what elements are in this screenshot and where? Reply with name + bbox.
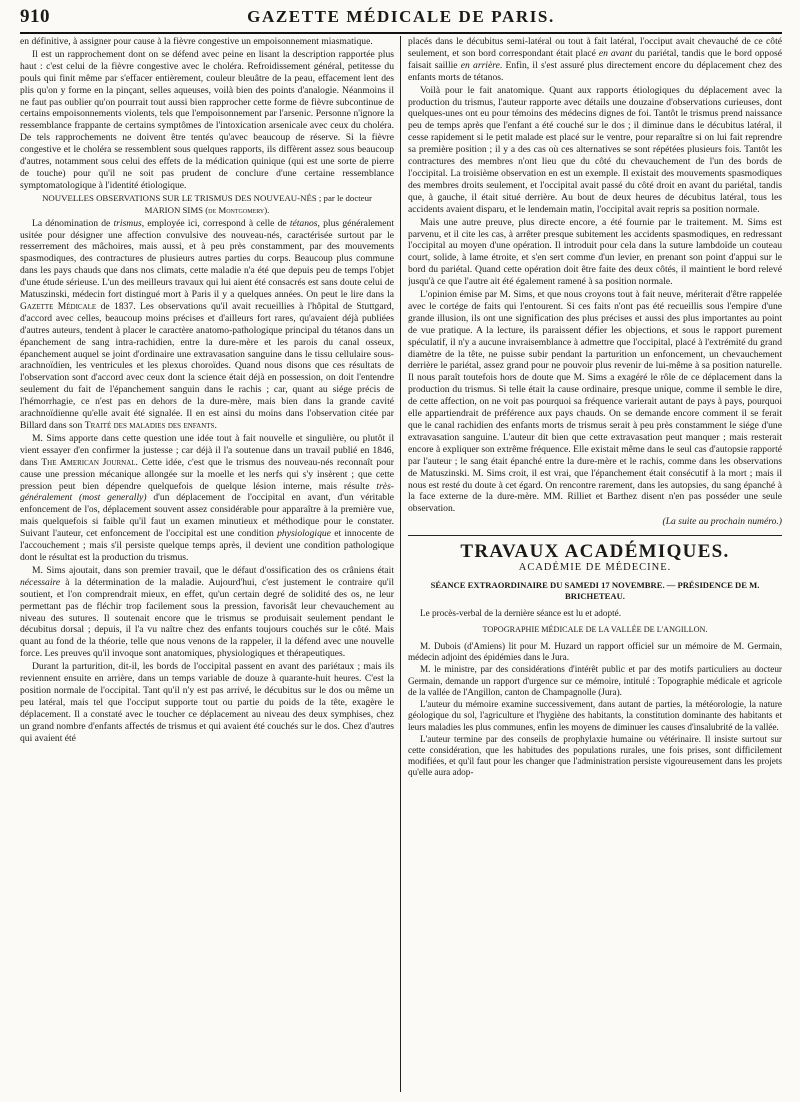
paragraph: L'auteur du mémoire examine successivement, dans autant de parties, la météorologie, la nature géologique du sol, l'agriculture et l'hygiène des habitants, la constitution dominante des habitants et leurs maladies les plus communes, enfin les moyens de diminuer les causes d'insalubrité de la vallée. [408, 699, 782, 732]
text-run: d'un déplacement de l'occipital en avant, d'un véritable enfoncement de l'os, déplacement souvent assez considérable pour apparaître à la première vue, mais quelquefois si faible qu'il faut un examen minutieux et méthodique pour le constater. Suivant l'auteur, cet enfoncement de l'occipital est une condition [20, 492, 394, 540]
paragraph [20, 565, 394, 660]
journal-ref: The American Journal [41, 456, 136, 468]
paragraph [20, 433, 394, 564]
text-run: M. Sims ajoutait, dans son premier travail, que le défaut d'ossification des os crâniens était [32, 564, 394, 576]
right-column [408, 36, 782, 1092]
italic-run: très-généralement (most generally) [20, 480, 394, 504]
paragraph: Il est un rapprochement dont on se défend avec peine en lisant la description rapportée plus haut : c'est celui de la fièvre congestive avec le choléra. Refroidissement général, petitesse du pouls qui finit même par s'effacer entièrement, couleur bleuâtre de la peau, effacement lent des plis qu'on y forme en la pinçant, selles aqueuses, voilà bien des points d'analogie. Néanmoins il ne faut pas oublier qu'on pourrait tout aussi bien rapprocher cette forme de fièvre subcontinue de certains empoisonnements violents, tels que l'empoisonnement par l'arsenic. Personne n'ignore la ressemblance frappante de certains symptômes de l'intoxication arsenicale avec ceux du choléra. De tels rapprochements ne doivent être tentés qu'avec beaucoup de réserve. Si la fièvre congestive et le choléra se ressemblent sous quelques rapports, ils diffèrent assez sous beaucoup d'autres, notamment sous celui des effets de la médication quinique (qui est une sorte de pierre de touche) pour qu'il ne soit pas prudent de conclure d'une certaine ressemblance symptomatologique à l'identité étiologique. [20, 48, 394, 191]
text-run: de 1837. Les observations qu'il avait recueillies à l'hôpital de Stuttgard, d'accord avec celles, beaucoup moins précises et d'ailleurs fort rares, qu'avaient déjà publiées d'autres auteurs, tendent à placer le caractère anatomo-pathologique principal du tétanos dans un épanchement de sang intra-rachidien, entre la dure-mère et les parois du canal osseux, épanchement auquel se joint d'ordinaire une extravasation sanguine dans le tissu cellulaire sous-arachnoïdien, les ventricules et les plexus choroïdes. Quand nous disons que ces résultats de l'observation sont d'accord avec ceux dont la science était déjà en possession, on doit l'entendre seulement du fait de l'épanchement sanguin dans le rachis ; car, quant au siége précis de l'hémorrhagie, ce n'est pas en dehors de la dure-mère, mais bien dans la grande cavité arachnoïdienne qu'elle avait été signalée. Il en est ainsi du moins dans l'observation citée par Billard dans son [20, 300, 394, 431]
text-run: placés dans le décubitus semi-latéral ou tout à fait latéral, l'occiput avait chevauché de ce côté seulement, et son bord correspondant était placé [408, 36, 782, 59]
continuation-text: (La suite au prochain numéro.) [662, 516, 782, 528]
paragraph: en définitive, à assigner pour cause à la fièvre congestive un empoisonnement miasmatique. [20, 36, 373, 47]
left-column [20, 36, 394, 1092]
text-run: . [214, 420, 217, 431]
text-run: . Cette idée, c'est que le trismus des nouveau-nés reconnaît pour cause une pression mécanique allongée sur la moelle et les nerfs qui s'y insèrent ; que cette pression peut bien dépendre quelquefois de quelque lésion interne, mais résulte [20, 456, 394, 492]
continuation-note [408, 516, 782, 528]
section-heading: TRAVAUX ACADÉMIQUES. [460, 541, 730, 563]
text-run: du pariétal, tandis que le bord opposé faisait saillie [408, 47, 782, 71]
session-heading: SÉANCE EXTRAORDINAIRE DU SAMEDI 17 NOVEMBRE. — PRÉSIDENCE DE M. BRICHETEAU. [430, 579, 760, 601]
article-author: MARION SIMS (de Montgomery). [144, 204, 270, 215]
page-number: 910 [20, 6, 50, 27]
minutes-line: Le procès-verbal de la dernière séance est lu et adopté. [420, 607, 621, 618]
paragraph: M. le ministre, par des considérations d'intérêt public et par des motifs particuliers au docteur Germain, demande un rapport d'urgence sur ce mémoire, intitulé : Topographie médicale et agricole de la vallée de l'Angillon, canton de Champagnolle (Jura). [408, 664, 782, 697]
italic-run: nécessaire [20, 576, 61, 588]
column-divider [400, 36, 401, 1092]
paragraph [408, 36, 782, 84]
paragraph: L'auteur termine par des conseils de prophylaxie humaine ou vétérinaire. Il insiste surtout sur cette considération, que les habitudes des populations rurales, une fois prises, sont difficilement modifiées, et qu'il faut pour les changer que l'administration persiste vigoureusement dans les projets qu'elle aura adop- [408, 733, 782, 778]
text-run: , employée ici, correspond à celle de [141, 217, 290, 229]
journal-title: GAZETTE MÉDICALE DE PARIS. [247, 7, 555, 26]
section-divider [408, 535, 782, 536]
paragraph: M. Dubois (d'Amiens) lit pour M. Huzard un rapport officiel sur un mémoire de M. Germain, médecin adjoint des épidémies dans le Jura. [408, 641, 782, 663]
text-run: , plus généralement usitée pour désigner une affection convulsive des nouveau-nés, caractérisée surtout par le resserrement des mâchoires, mais aussi, et à peu près constamment, par des mouvements spasmodiques, des contractures de plusieurs autres parties du corps. Beaucoup plus commune dans les pays chauds que dans nos climats, cette maladie n'a été que depuis peu de temps l'objet d'une étude sérieuse. L'un des meilleurs travaux qui lui aient été consacrés est sans doute celui de Matuszinski, médecin fort distingué mort à Paris il y a quelques années. On peut le lire dans la [20, 217, 394, 301]
paragraph: Durant la parturition, dit-il, les bords de l'occipital passent en avant des pariétaux ; mais ils reviennent ensuite en arrière, dans un temps variable de douze à quarante-huit heures. C'est la position normale de l'occipital. Tant qu'il n'y est pas arrivé, le décubitus sur le dos ou même un peu latéral, mais tel que l'occiput supporte tout ou partie du poids de la tête, exagère le déplacement. Il a constaté avec le toucher ce déplacement au niveau des deux symphises, chez un grand nombre d'enfants affectés de trismus et qui avaient été couchés sur le dos. Chez d'autres qui avaient été [20, 661, 394, 744]
text-run: . Enfin, il s'est assuré plus directement encore du déplacement chez des enfants morts de tétanos. [408, 59, 782, 83]
columns [20, 36, 782, 1092]
paragraph: Mais une autre preuve, plus directe encore, a été fournie par le traitement. M. Sims est parvenu, et il cite les cas, à arrêter presque subitement les accidents spasmodiques, en redressant l'occipital au moyen d'une opération. Il introduit pour cela dans la suture lambdoïde un couteau court, solide, à lame étroite, et s'en sert comme d'un levier, en prenant son point d'appui sur le bord du pariétal. Quand cette opération doit être faite des deux côtés, il maintient le bord relevé jusqu'à ce que l'autre ait été également ramené à sa position normale. [408, 216, 782, 288]
academy-heading: ACADÉMIE DE MÉDECINE. [518, 562, 672, 574]
text-run: et innocente de l'accouchement ; mais s'il persiste quelque temps après, il devient une condition pathologique dont le résultat est la production du trismus. [20, 528, 394, 563]
report-title: TOPOGRAPHIE MÉDICALE DE LA VALLÉE DE L'ANGILLON. [482, 625, 708, 635]
journal-ref: Gazette Médicale [20, 300, 97, 312]
text-run: à la détermination de la maladie. Aujourd'hui, c'est justement le contraire qu'il soutient, et l'on comprendrait mieux, en effet, qu'un certain degré de solidité des os, ne leur permettant pas de fléchir trop facilement sous la pression, favorisât leur chevauchement au niveau des sutures. Il soutenait encore que le trismus se produisait seulement pendant le décubitus dorsal ; depuis, il l'a vu naître chez des enfants toujours couchés sur le côté. Mais quant au fond de la théorie, telle que nous venons de la rappeler, il la défend avec une nouvelle force. Les preuves qu'il invoque sont anatomiques, physiologiques et thérapeutiques. [20, 576, 394, 660]
journal-ref: Traité des maladies des enfants [84, 420, 215, 431]
page-header [20, 6, 782, 34]
italic-run: physiologique [277, 528, 331, 540]
text-run: M. Sims apporte dans cette question une idée tout à fait nouvelle et singulière, ou plutôt il vient essayer d'en confirmer la justesse ; car déjà il l'a soutenue dans un travail publié en 1846, dans [20, 432, 394, 468]
paragraph [20, 218, 394, 432]
text-run: La dénomination de [32, 217, 114, 229]
article-title [20, 193, 394, 217]
article-title-text: NOUVELLES OBSERVATIONS SUR LE TRISMUS DES NOUVEAU-NÉS ; par le docteur [42, 192, 372, 203]
italic-run: en avant [598, 47, 633, 59]
paragraph: L'opinion émise par M. Sims, et que nous croyons tout à fait neuve, mériterait d'être rappelée avec le cortége de faits qui l'entourent. Si ces faits n'ont pas été recueillis sous l'empire d'une grande illusion, ils ont une signification des plus précises et aussi des plus importantes au point de vue pratique. A la lecture, ils paraissent défier les objections, et sous le rapport purement spéculatif, il n'y a aucune invraisemblance à admettre que l'occipital, placé à l'extrémité du grand diamètre de la tête, ne puisse subir pendant la parturition un enfoncement, un chevauchement derrière le pariétal, assez grand pour ne pouvoir plus revenir de lui-même à sa position naturelle. Il nous paraît toutefois hors de doute que M. Sims a exagéré le rôle de ce déplacement dans la production du trismus. Si telle était la cause ordinaire, presque unique, comme il semble le dire, de cette affection, on ne voit pas pourquoi sa fréquence varierait autant de pays à pays, pourquoi elle appartiendrait de préférence aux pays chauds. On se demande encore comment il se ferait que le canal rachidien des enfants morts de trismus serait à peu près constamment le siége d'une extravasation sanguine. L'auteur dit bien que cette extravasation peut manquer ; mais resterait encore à expliquer son extrême fréquence. Elle existait même dans le seul cas d'autopsie rapporté par l'auteur ; le sang était épanché entre la dure-mère et le rachis, comme dans les observations de Matuszinski. M. Sims croit, il est vrai, que l'épanchement était consécutif à la mort ; mais il nous est resté du doute à cet égard. On rencontre rarement, dans les autopsies, du sang épanché à la face externe de la dure-mère. MM. Rilliet et Barthez disent n'en pas posséder une seule observation. [408, 289, 782, 515]
newspaper-page [20, 6, 782, 1096]
italic-run: trismus [113, 217, 142, 229]
italic-run: tétanos [289, 217, 318, 229]
italic-run: en arrière [460, 59, 500, 71]
paragraph: Voilà pour le fait anatomique. Quant aux rapports étiologiques du déplacement avec la production du trismus, l'auteur rapporte avec détails une douzaine d'observations curieuses, dont quelques-unes ont eu pour témoins des médecins dignes de foi. Tantôt le trismus prend naissance peu de temps après que l'enfant a été couché sur le dos ; il diminue dans le décubitus latéral, il cesse rapidement si le petit malade est placé sur le ventre, pour reparaître si on lui fait reprendre sa première position ; il y a des cas où ces alternatives se sont répétées plusieurs fois. Tantôt les contractures des membres n'ont lieu que du côté du chevauchement de l'un des bords de l'occipital. La troisième observation en est un exemple. Il existait des mouvements spasmodiques des membres droits seulement, et l'occipital avait passé du côté droit en avant du pariétal, tandis que, à gauche, il était situé derrière. Au bout de deux heures de décubitus latéral, tous les accidents avaient disparu, et le lendemain matin, l'occipital avait repris sa position normale. [408, 84, 782, 215]
